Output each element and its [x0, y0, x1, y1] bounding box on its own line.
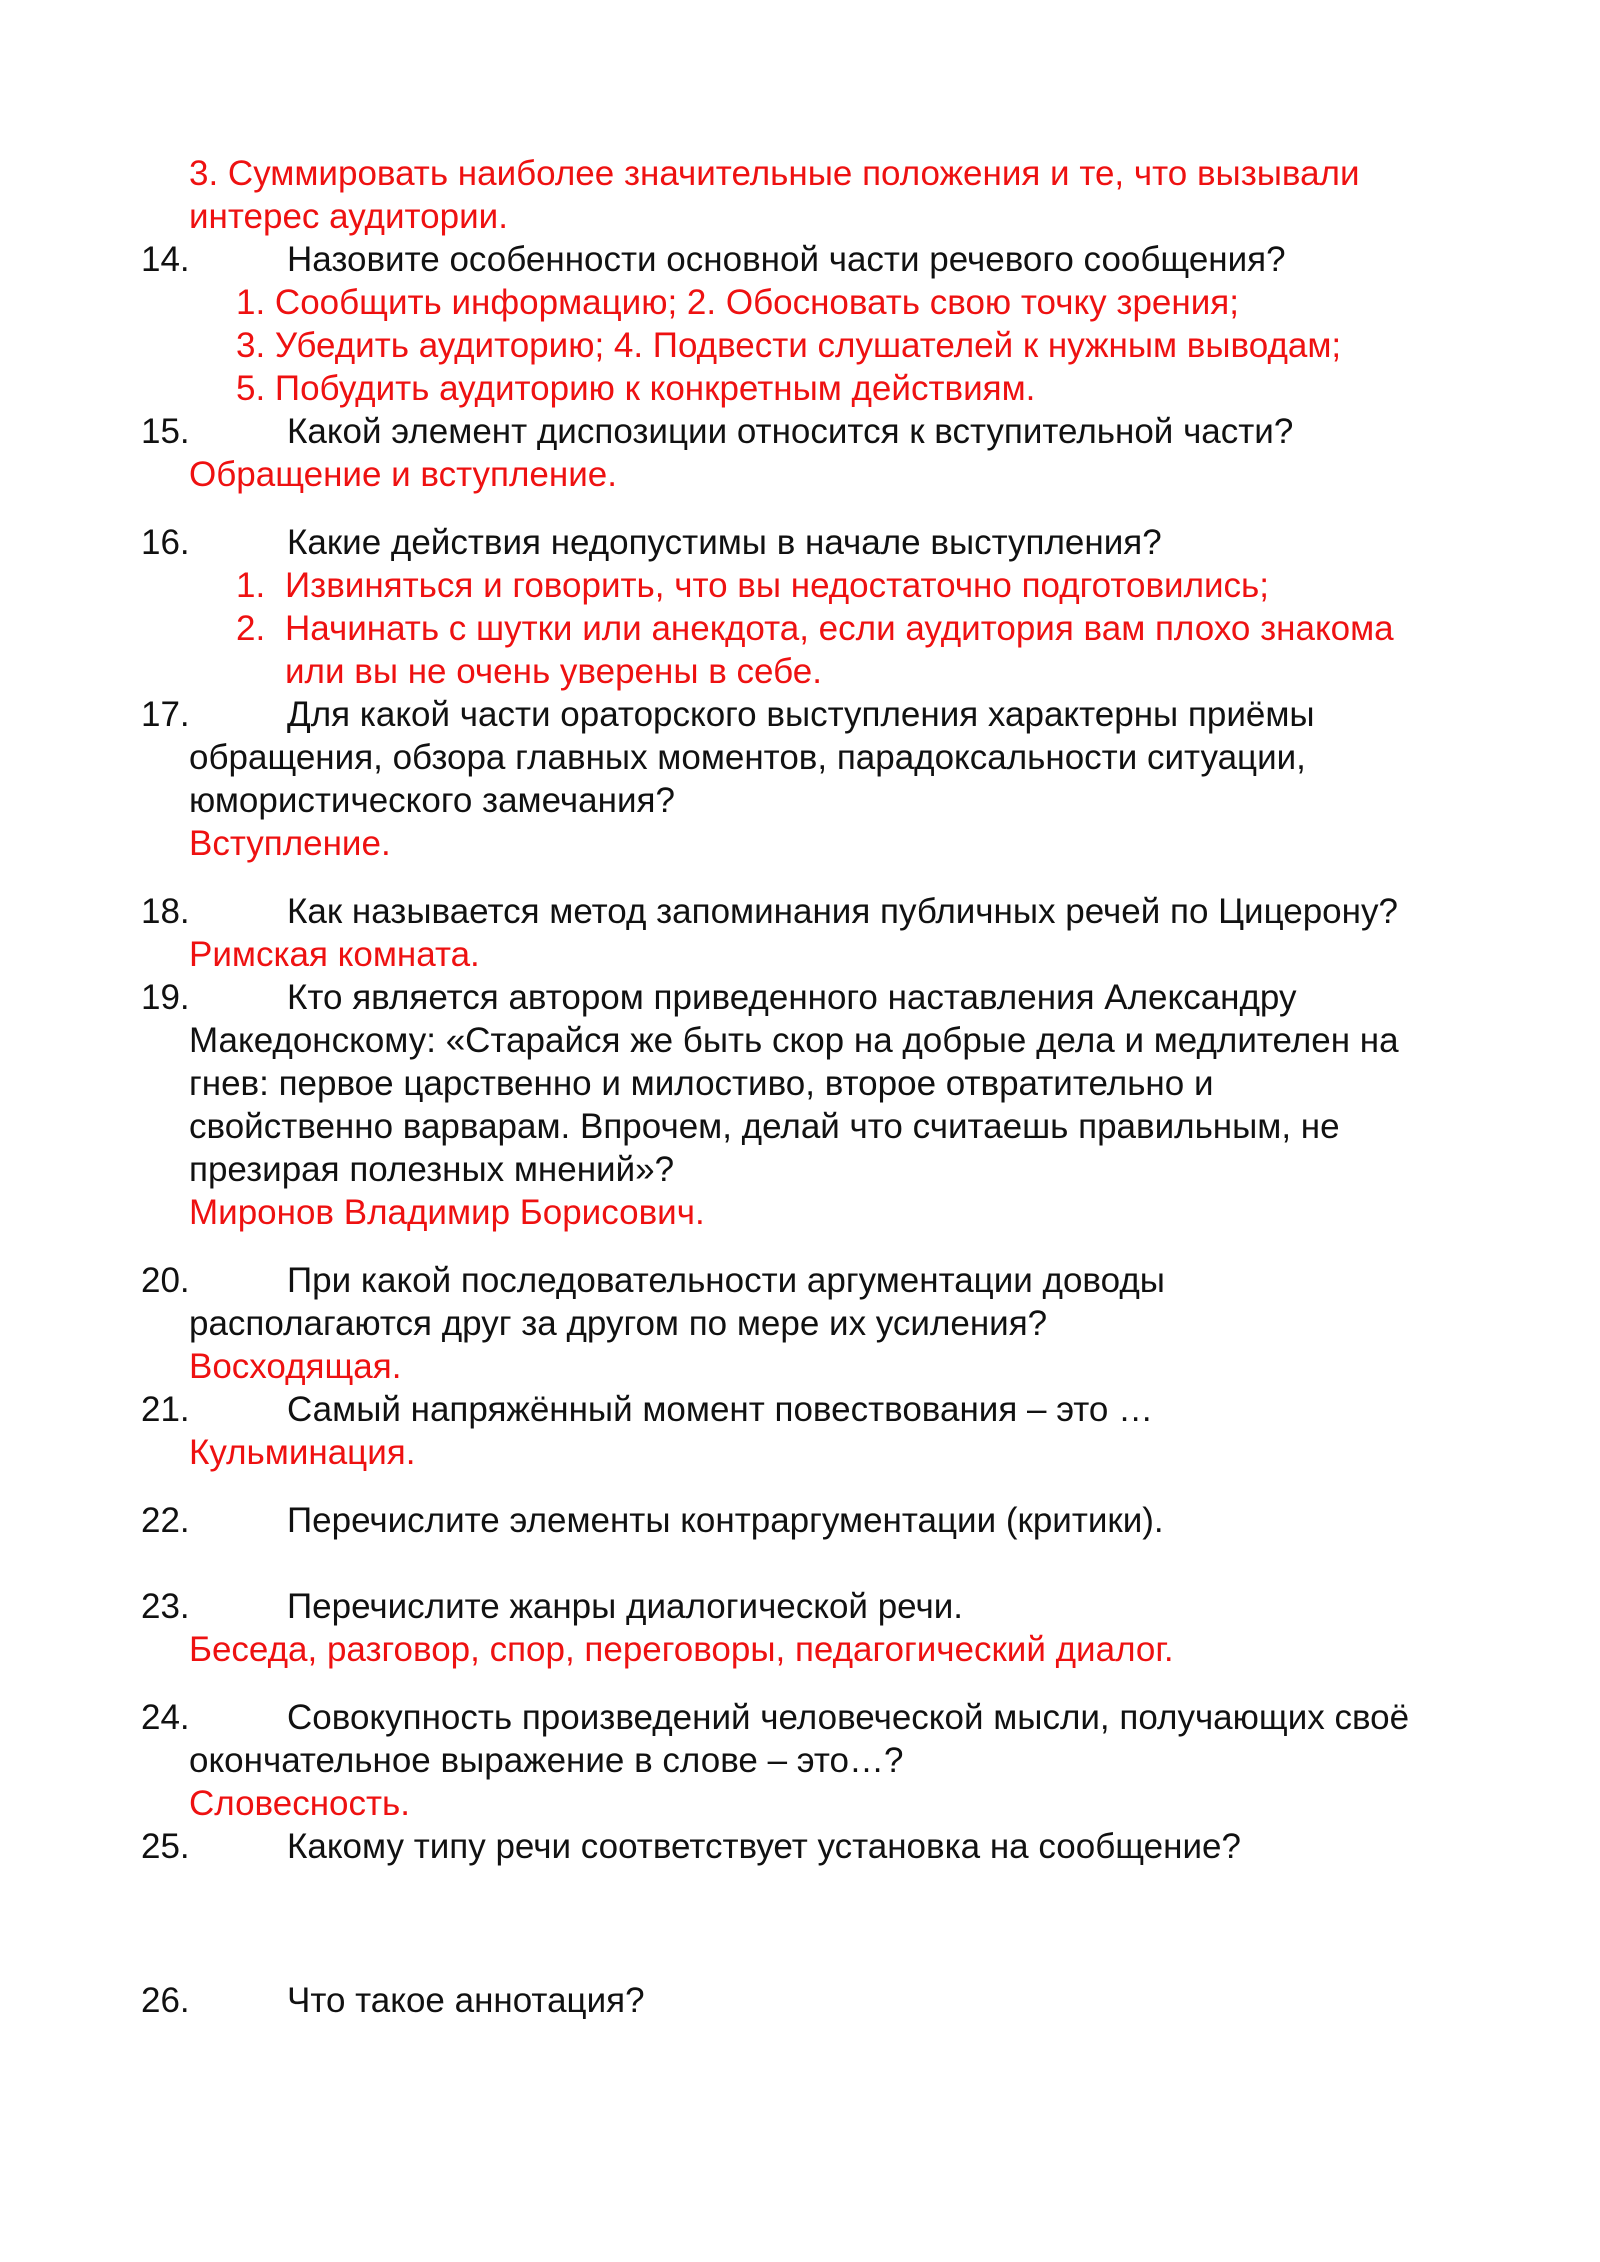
question-number: 18. — [141, 892, 190, 931]
answer-16-item-1 — [236, 564, 265, 607]
question-20-continuation: располагаются друг за другом по мере их усиления? — [189, 1304, 1048, 1343]
question-17-continuation — [189, 736, 1306, 822]
question-number: 17. — [141, 695, 190, 734]
question-text: Совокупность произведений человеческой мысли, получающих своё — [287, 1698, 1410, 1737]
answer-16-item-2-text — [285, 607, 1394, 693]
question-number: 14. — [141, 240, 190, 279]
answer-19: Миронов Владимир Борисович. — [189, 1193, 705, 1232]
question-line: презирая полезных мнений»? — [189, 1150, 675, 1189]
answer-line: 3. Суммировать наиболее значительные положения и те, что вызывали — [189, 154, 1360, 193]
question-text: Перечислите жанры диалогической речи. — [287, 1587, 963, 1626]
question-number: 26. — [141, 1981, 190, 2020]
question-text: Что такое аннотация? — [287, 1981, 645, 2020]
question-number: 23. — [141, 1587, 190, 1626]
answer-15: Обращение и вступление. — [189, 455, 617, 494]
question-line: юмористического замечания? — [189, 781, 675, 820]
question-number: 16. — [141, 523, 190, 562]
question-text: Самый напряжённый момент повествования – это … — [287, 1390, 1154, 1429]
question-number: 20. — [141, 1261, 190, 1300]
question-line: обращения, обзора главных моментов, парадоксальности ситуации, — [189, 738, 1306, 777]
question-number: 22. — [141, 1501, 190, 1540]
question-text: При какой последовательности аргументации доводы — [287, 1261, 1165, 1300]
answer-20: Восходящая. — [189, 1347, 402, 1386]
list-marker: 2. — [236, 609, 266, 648]
answer-23: Беседа, разговор, спор, переговоры, педагогический диалог. — [189, 1630, 1174, 1669]
answer-16-item-2 — [236, 607, 265, 650]
question-text: Как называется метод запоминания публичных речей по Цицерону? — [287, 892, 1398, 931]
question-text: Перечислите элементы контраргументации (критики). — [287, 1501, 1164, 1540]
answer-line: 5. Побудить аудиторию к конкретным действиям. — [236, 369, 1036, 408]
answer-continuation — [189, 152, 1360, 238]
answer-17: Вступление. — [189, 824, 391, 863]
list-marker: 1. — [236, 566, 266, 605]
question-line: Македонскому: «Старайся же быть скор на добрые дела и медлителен на — [189, 1021, 1399, 1060]
question-number: 24. — [141, 1698, 190, 1737]
question-text: Для какой части ораторского выступления характерны приёмы — [287, 695, 1315, 734]
answer-line: 3. Убедить аудиторию; 4. Подвести слушателей к нужным выводам; — [236, 326, 1342, 365]
answer-line: 1. Сообщить информацию; 2. Обосновать свою точку зрения; — [236, 283, 1239, 322]
question-line: гнев: первое царственно и милостиво, второе отвратительно и — [189, 1064, 1214, 1103]
question-line: свойственно варварам. Впрочем, делай что считаешь правильным, не — [189, 1107, 1340, 1146]
answer-14 — [236, 281, 1341, 410]
answer-24: Словесность. — [189, 1784, 411, 1823]
question-text: Кто является автором приведенного наставления Александру — [287, 978, 1297, 1017]
question-24-continuation: окончательное выражение в слове – это…? — [189, 1741, 904, 1780]
answer-16-item-1-text: Извиняться и говорить, что вы недостаточно подготовились; — [285, 566, 1270, 605]
question-number: 19. — [141, 978, 190, 1017]
answer-line: Начинать с шутки или анекдота, если аудитория вам плохо знакома — [285, 609, 1394, 648]
answer-line: или вы не очень уверены в себе. — [285, 652, 822, 691]
question-text: Назовите особенности основной части речевого сообщения? — [287, 240, 1286, 279]
answer-21: Кульминация. — [189, 1433, 416, 1472]
answer-18: Римская комната. — [189, 935, 480, 974]
question-text: Какому типу речи соответствует установка на сообщение? — [287, 1827, 1241, 1866]
question-19-continuation — [189, 1019, 1399, 1191]
answer-line: интерес аудитории. — [189, 197, 508, 236]
question-number: 25. — [141, 1827, 190, 1866]
question-number: 15. — [141, 412, 190, 451]
question-number: 21. — [141, 1390, 190, 1429]
question-text: Какой элемент диспозиции относится к вступительной части? — [287, 412, 1294, 451]
question-text: Какие действия недопустимы в начале выступления? — [287, 523, 1162, 562]
